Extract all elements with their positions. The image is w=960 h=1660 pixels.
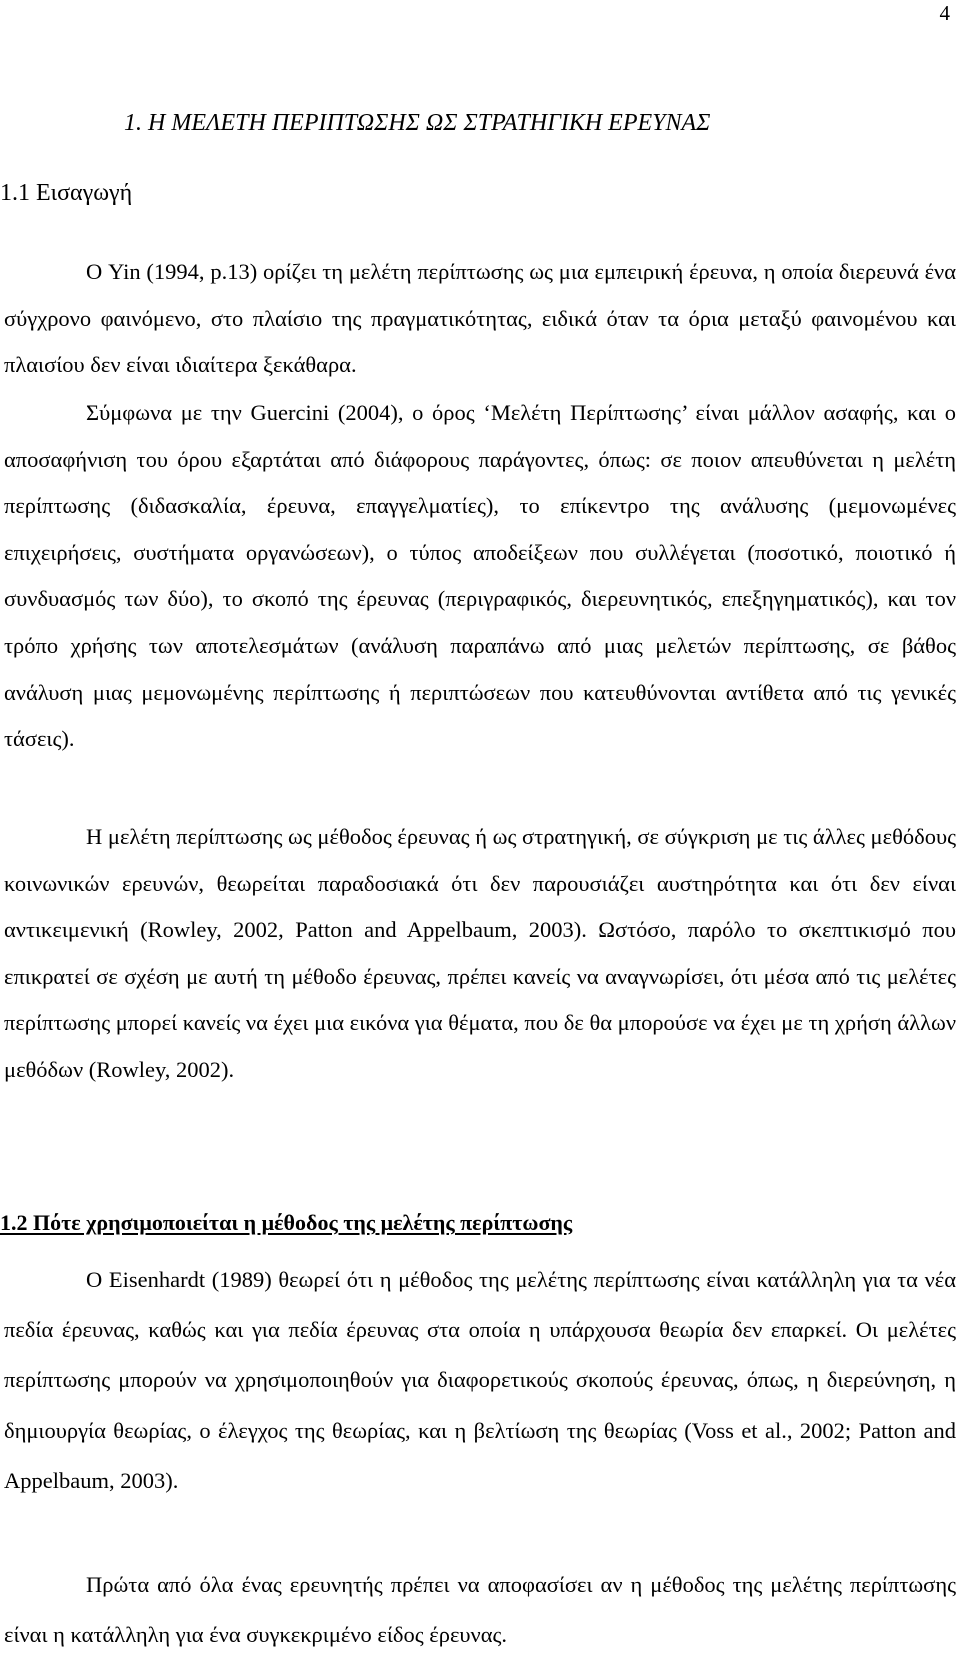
paragraph-researcher-decision (4, 1560, 956, 1660)
paragraph-eisenhardt (4, 1255, 956, 1506)
paragraph-guercini (4, 390, 956, 763)
section-title-introduction: 1.1 Εισαγωγή (0, 180, 133, 206)
paragraph-text: Η μελέτη περίπτωσης ως μέθοδος έρευνας ή ως στρατηγική, σε σύγκριση με τις άλλες μεθόδους κοινωνικών ερευνών, θεωρείται παραδοσιακά ότι δεν παρουσιάζει αυστηρότητα και ότι δεν είναι αντικειμενική (Rowley, 2002, Patton and Appelbaum, 2003). Ωστόσο, παρόλο το σκεπτικισμό που επικρατεί σε σχέση με αυτή τη μέθοδο έρευνας, πρέπει κανείς να αναγνωρίσει, ότι μέσα από τις μελέτες περίπτωσης μπορεί κανείς να έχει μια εικόνα για θέματα, που δε θα μπορούσε να έχει με τη χρήση άλλων μεθόδων (Rowley, 2002). (4, 824, 956, 1082)
paragraph-text: Ο Eisenhardt (1989) θεωρεί ότι η μέθοδος της μελέτης περίπτωσης είναι κατάλληλη για τα νέα πεδία έρευνας, καθώς και για πεδία έρευνας στα οποία η υπάρχουσα θεωρία δεν επαρκεί. Οι μελέτες περίπτωσης μπορούν να χρησιμοποιηθούν για διαφορετικούς σκοπούς έρευνας, όπως, η διερεύνηση, η δημιουργία θεωρίας, ο έλεγχος της θεωρίας, και η βελτίωση της θεωρίας (Voss et al., 2002; Patton and Appelbaum, 2003). (4, 1267, 956, 1493)
chapter-title: 1. Η ΜΕΛΕΤΗ ΠΕΡΙΠΤΩΣΗΣ ΩΣ ΣΤΡΑΤΗΓΙΚΗ ΕΡΕΥΝΑΣ (124, 110, 711, 136)
section-title-when-used: 1.2 Πότε χρησιμοποιείται η μέθοδος της μελέτης περίπτωσης (0, 1210, 573, 1235)
paragraph-text: Πρώτα από όλα ένας ερευνητής πρέπει να αποφασίσει αν η μέθοδος της μελέτης περίπτωσης είναι η κατάλληλη για ένα συγκεκριμένο είδος έρευνας. (4, 1572, 956, 1647)
page-number: 4 (939, 1, 950, 25)
paragraph-text: Ο Yin (1994, p.13) ορίζει τη μελέτη περίπτωσης ως μια εμπειρική έρευνα, η οποία διερευνά ένα σύγχρονο φαινόμενο, στο πλαίσιο της πραγματικότητας, ειδικά όταν τα όρια μεταξύ φαινομένου και πλαισίου δεν είναι ιδιαίτερα ξεκάθαρα. (4, 259, 956, 377)
paragraph-yin-definition (4, 249, 956, 389)
paragraph-method-criticism (4, 814, 956, 1093)
paragraph-text: Σύμφωνα με την Guercini (2004), ο όρος ‘Μελέτη Περίπτωσης’ είναι μάλλον ασαφής, και ο αποσαφήνιση του όρου εξαρτάται από διάφορους παράγοντες, όπως: σε ποιον απευθύνεται η μελέτη περίπτωσης (διδασκαλία, έρευνα, επαγγελματίες), το επίκεντρο της ανάλυσης (μεμονωμένες επιχειρήσεις, συστήματα οργανώσεων), ο τύπος αποδείξεων που συλλέγεται (ποσοτικό, ποιοτικό ή συνδυασμός των δύο), το σκοπό της έρευνας (περιγραφικός, διερευνητικός, επεξηγηματικός), και τον τρόπο χρήσης των αποτελεσμάτων (ανάλυση παραπάνω από μιας μελετών περίπτωσης, σε βάθος ανάλυση μιας μεμονωμένης περίπτωσης ή περιπτώσεων που κατευθύνονται αντίθετα από τις γενικές τάσεις). (4, 400, 956, 752)
